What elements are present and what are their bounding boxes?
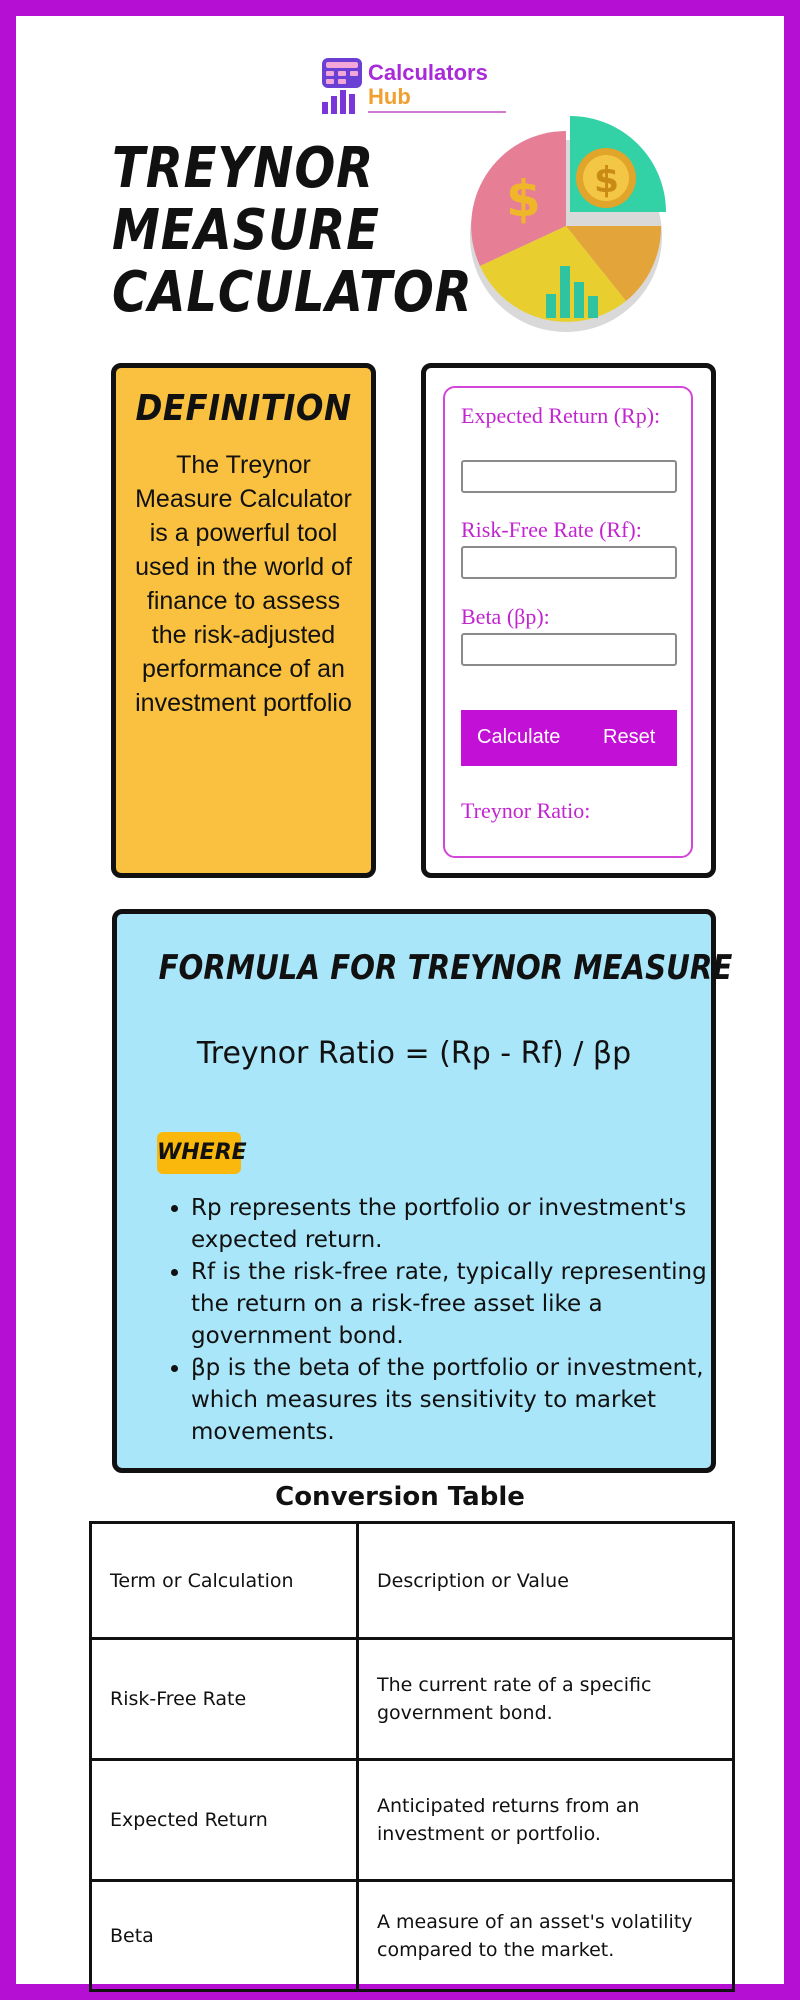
bar-icon (546, 294, 556, 318)
title-line-3: CALCULATOR (112, 260, 473, 325)
button-bar (461, 710, 677, 766)
title-line-2: MEASURE (112, 198, 380, 263)
calculator-card (421, 363, 716, 878)
treynor-ratio-result: Treynor Ratio: (461, 798, 591, 823)
risk-free-rate-label: Risk-Free Rate (Rf): (461, 517, 642, 542)
table-row (91, 1523, 734, 1639)
where-list (167, 1192, 711, 1448)
pie-chart-illustration-icon (456, 116, 682, 342)
expected-return-label: Expected Return (Rp): (461, 403, 661, 428)
logo-underline (368, 111, 506, 113)
table-cell-description: A measure of an asset's volatility compared to the market. (358, 1881, 734, 1991)
beta-input[interactable] (461, 633, 677, 666)
calculator-form (443, 386, 693, 858)
formula-card (112, 909, 733, 1473)
table-row (91, 1639, 734, 1760)
expected-return-input[interactable] (461, 460, 677, 493)
risk-free-rate-input[interactable] (461, 546, 677, 579)
list-item: • βp is the beta of the portfolio or investment, which measures its sensitivity to market movements. (191, 1352, 711, 1448)
title-line-1: TREYNOR (112, 136, 375, 201)
calculate-button[interactable]: Calculate (477, 726, 561, 748)
page-title (112, 136, 473, 325)
table-cell-term: Term or Calculation (91, 1523, 358, 1639)
definition-text: The Treynor Measure Calculator is a powerful tool used in the world of finance to assess the risk-adjusted performance of an investment portfolio (135, 451, 352, 717)
logo-text-hub: Hub (368, 84, 411, 109)
calculator-logo-icon (320, 56, 364, 116)
table-cell-term: Expected Return (91, 1760, 358, 1881)
reset-button[interactable]: Reset (603, 726, 656, 748)
table-cell-description: The current rate of a specific government bond. (358, 1639, 734, 1760)
definition-card (111, 363, 376, 878)
svg-text:$: $ (594, 160, 620, 201)
definition-heading: DEFINITION (135, 388, 352, 429)
table-row (91, 1760, 734, 1881)
logo-text-calculators: Calculators (368, 60, 488, 85)
table-cell-description: Anticipated returns from an investment or portfolio. (358, 1760, 734, 1881)
dollar-sign-icon: $ (506, 170, 541, 228)
formula-heading: FORMULA FOR TREYNOR MEASURE (158, 948, 733, 988)
formula-expression: Treynor Ratio = (Rp - Rf) / βp (196, 1036, 632, 1071)
table-title: Conversion Table (275, 1482, 525, 1512)
table-cell-term: Risk-Free Rate (91, 1639, 358, 1760)
table-cell-description: Description or Value (358, 1523, 734, 1639)
table-row (91, 1881, 734, 1991)
list-item: • Rp represents the portfolio or investment's expected return. (191, 1192, 711, 1256)
list-item: • Rf is the risk-free rate, typically representing the return on a risk-free asset like a government bond. (191, 1256, 711, 1352)
where-badge: WHERE (157, 1132, 241, 1174)
logo[interactable] (320, 56, 520, 118)
beta-label: Beta (βp): (461, 604, 550, 629)
table-cell-term: Beta (91, 1881, 358, 1991)
conversion-table (89, 1521, 735, 1992)
